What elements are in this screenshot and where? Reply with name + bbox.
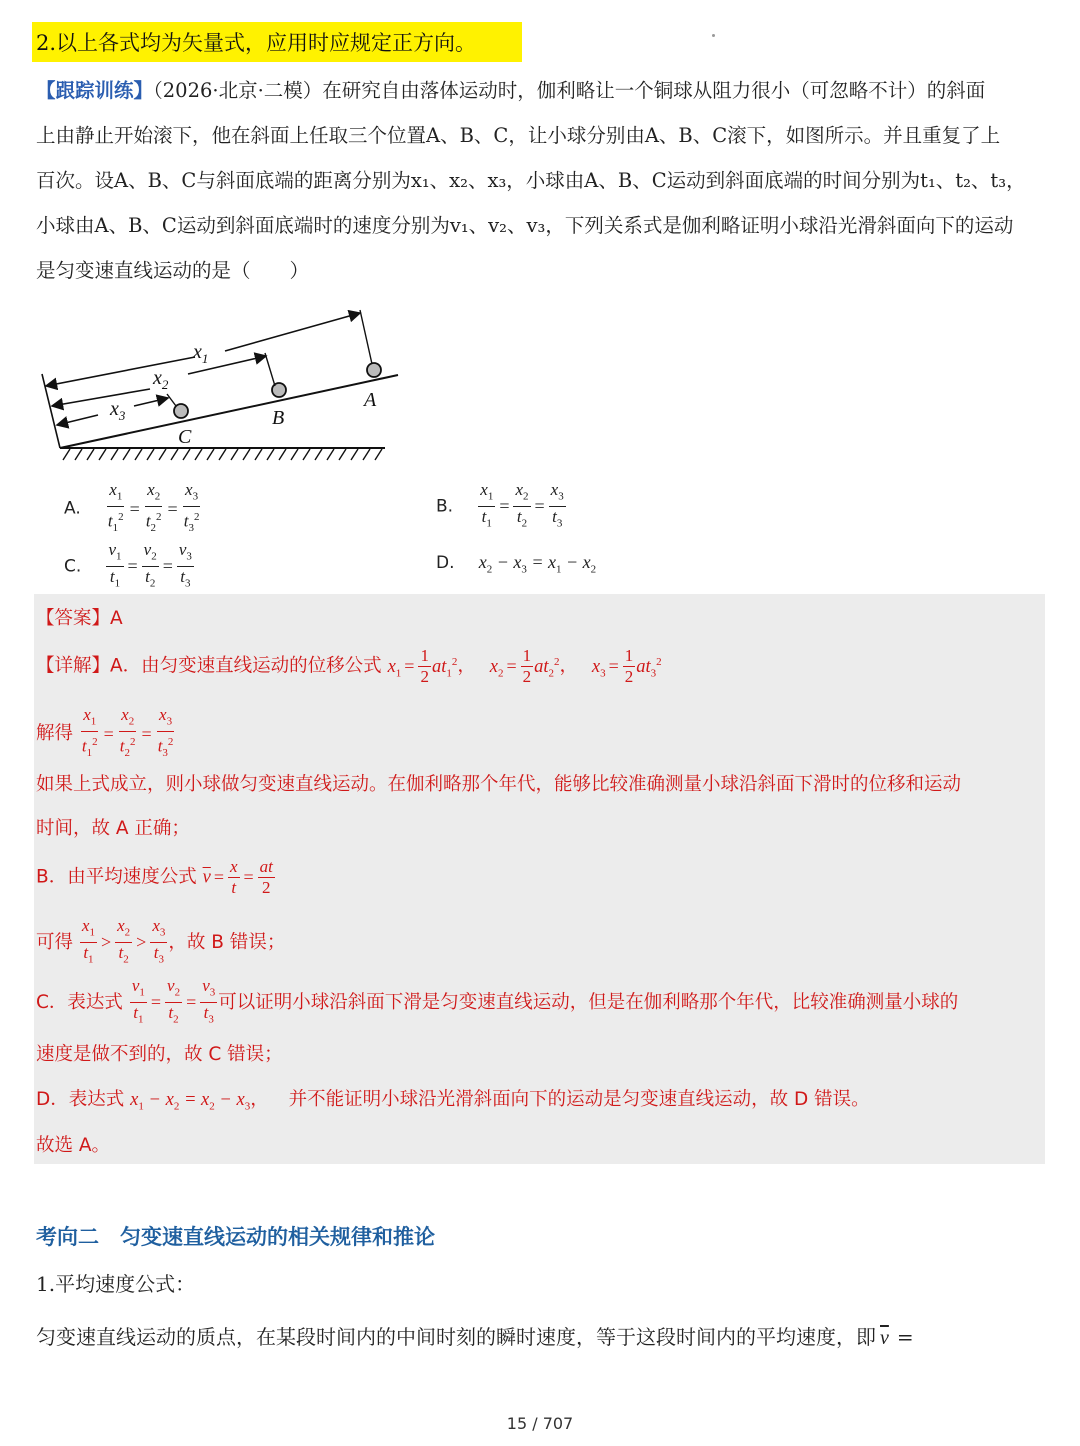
option-a[interactable]: A. $\frac{x_1}{t_1^2}$ = $\frac{x_2}{t_2^2}$ = $\frac{x_3}{t_3^2}$: [64, 480, 200, 535]
detail-line-a: 【详解】A．由匀变速直线运动的位移公式 $x_1$ = $\frac{1}{2}$ $at_1^2$， $x_2$ = $\frac{1}{2}$ $at_2^2$， $x_3$ = $\frac{1}{2}$ $at_3^2$: [36, 646, 662, 686]
page-number: 15 / 707: [506, 1414, 574, 1433]
option-d-label: D.: [436, 553, 455, 573]
option-c-label: C.: [64, 556, 82, 577]
item-heading: 1.平均速度公式：: [36, 1272, 196, 1296]
problem-text: [36, 68, 1046, 293]
option-b-label: B.: [436, 496, 454, 517]
x3-arrow-right: [134, 398, 168, 406]
final-choice: 故选 A。: [36, 1135, 111, 1156]
explain-a-1: 如果上式成立，则小球做匀变速直线运动。在伽利略那个年代，能够比较准确测量小球沿斜面下滑时的位移和运动: [36, 774, 962, 795]
option-a-label: A.: [64, 498, 81, 519]
problem-line-5: 是匀变速直线运动的是（ ）: [36, 259, 310, 282]
option-c[interactable]: C. $\frac{v_1}{t_1}$ = $\frac{v_2}{t_2}$ = $\frac{v_3}{t_3}$: [64, 540, 192, 590]
tick-c: [167, 394, 176, 406]
explain-d-prefix: D．表达式: [36, 1089, 125, 1110]
ball-a: [367, 363, 381, 377]
explain-b-prefix: B．由平均速度公式: [36, 866, 197, 888]
practice-tag: 【跟踪训练】: [36, 79, 154, 102]
option-d[interactable]: D. $x_2 - x_3 = x_1 - x_2$: [436, 552, 597, 576]
option-b[interactable]: B. $\frac{x_1}{t_1}$ = $\frac{x_2}{t_2}$ = $\frac{x_3}{t_3}$: [436, 480, 564, 530]
problem-line-4: 小球由A、B、C运动到斜面底端时的速度分别为v₁、v₂、v₃，下列关系式是伽利略证明小球沿光滑斜面向下的运动: [36, 214, 1014, 237]
section-heading: 考向二 匀变速直线运动的相关规律和推论: [36, 1225, 435, 1249]
label-x1: $x_1$: [193, 341, 209, 366]
explain-d: D．表达式 $x_1 - x_2 = x_2 - x_3$， 并不能证明小球沿光滑斜面向下的运动是匀变速直线运动，故 D 错误。: [36, 1089, 870, 1113]
explain-c-prefix: C．表达式: [36, 991, 123, 1013]
detail-prefix: 【详解】A．由匀变速直线运动的位移公式: [36, 655, 382, 677]
tick-b: [265, 353, 275, 386]
explain-a-2: 时间，故 A 正确；: [36, 818, 190, 839]
vector-note: 2.以上各式均为矢量式，应用时应规定正方向。: [36, 31, 477, 55]
ground-hatching: [63, 449, 382, 460]
label-x2: $x_2$: [153, 367, 169, 392]
explain-b2-suffix: ，故 B 错误；: [168, 931, 286, 953]
explain-b-2: 可得 $\frac{x_1}{t_1}$ > $\frac{x_2}{t_2}$ > $\frac{x_3}{t_3}$ ，故 B 错误；: [36, 916, 286, 966]
explain-b-1: B．由平均速度公式 $\overline{v}$ = $\frac{x}{t}$ = $\frac{at}{2}$: [36, 857, 273, 897]
explain-c-suffix: 可以证明小球沿斜面下滑是匀变速直线运动，但是在伽利略那个年代，比较准确测量小球的: [218, 991, 959, 1013]
explain-c-2: 速度是做不到的，故 C 错误；: [36, 1044, 283, 1065]
x1-arrow-right: [225, 313, 360, 351]
incline-diagram: [30, 298, 410, 468]
x2-arrow-left: [52, 389, 150, 406]
explain-d-suffix: 并不能证明小球沿光滑斜面向下的运动是匀变速直线运动，故 D 错误。: [288, 1089, 870, 1110]
label-x3: $x_3$: [110, 398, 126, 423]
speck: [712, 34, 715, 37]
problem-line-2: 上由静止开始滚下，他在斜面上任取三个位置A、B、C，让小球分别由A、B、C滚下，如图所示。并且重复了上: [36, 124, 1001, 147]
avg-velocity-text: 匀变速直线运动的质点，在某段时间内的中间时刻的瞬时速度，等于这段时间内的平均速度，即 $\overline{v}$ =: [36, 1325, 914, 1349]
explain-b2-prefix: 可得: [36, 931, 74, 953]
problem-line-3: 百次。设A、B、C与斜面底端的距离分别为x₁、x₂、x₃，小球由A、B、C运动到斜面底端的时间分别为t₁、t₂、t₃，: [36, 169, 1026, 192]
x3-arrow-left: [57, 415, 98, 425]
avg-velocity-sentence: 匀变速直线运动的质点，在某段时间内的中间时刻的瞬时速度，等于这段时间内的平均速度，即: [36, 1325, 876, 1349]
x1-arrow-left: [46, 357, 195, 386]
explain-c-1: C．表达式 $\frac{v_1}{t_1}$ = $\frac{v_2}{t_2}$ = $\frac{v_3}{t_3}$ 可以证明小球沿斜面下滑是匀变速直线运动，但是在伽利略那个年代，比较准确测量小球的: [36, 976, 959, 1026]
tick-a: [360, 310, 372, 364]
solve-prefix: 解得: [36, 723, 74, 745]
ball-c: [174, 404, 188, 418]
problem-source: （2026·北京·二模）: [153, 79, 323, 102]
label-c: C: [178, 426, 192, 448]
solve-line: 解得 $\frac{x_1}{t_1^2}$ = $\frac{x_2}{t_2^2}$ = $\frac{x_3}{t_3^2}$: [36, 705, 174, 760]
label-a: A: [364, 389, 377, 411]
answer-line: 【答案】A: [36, 608, 123, 629]
label-b: B: [272, 407, 285, 429]
problem-line-1: 在研究自由落体运动时，伽利略让一个铜球从阻力很小（可忽略不计）的斜面: [322, 79, 986, 102]
